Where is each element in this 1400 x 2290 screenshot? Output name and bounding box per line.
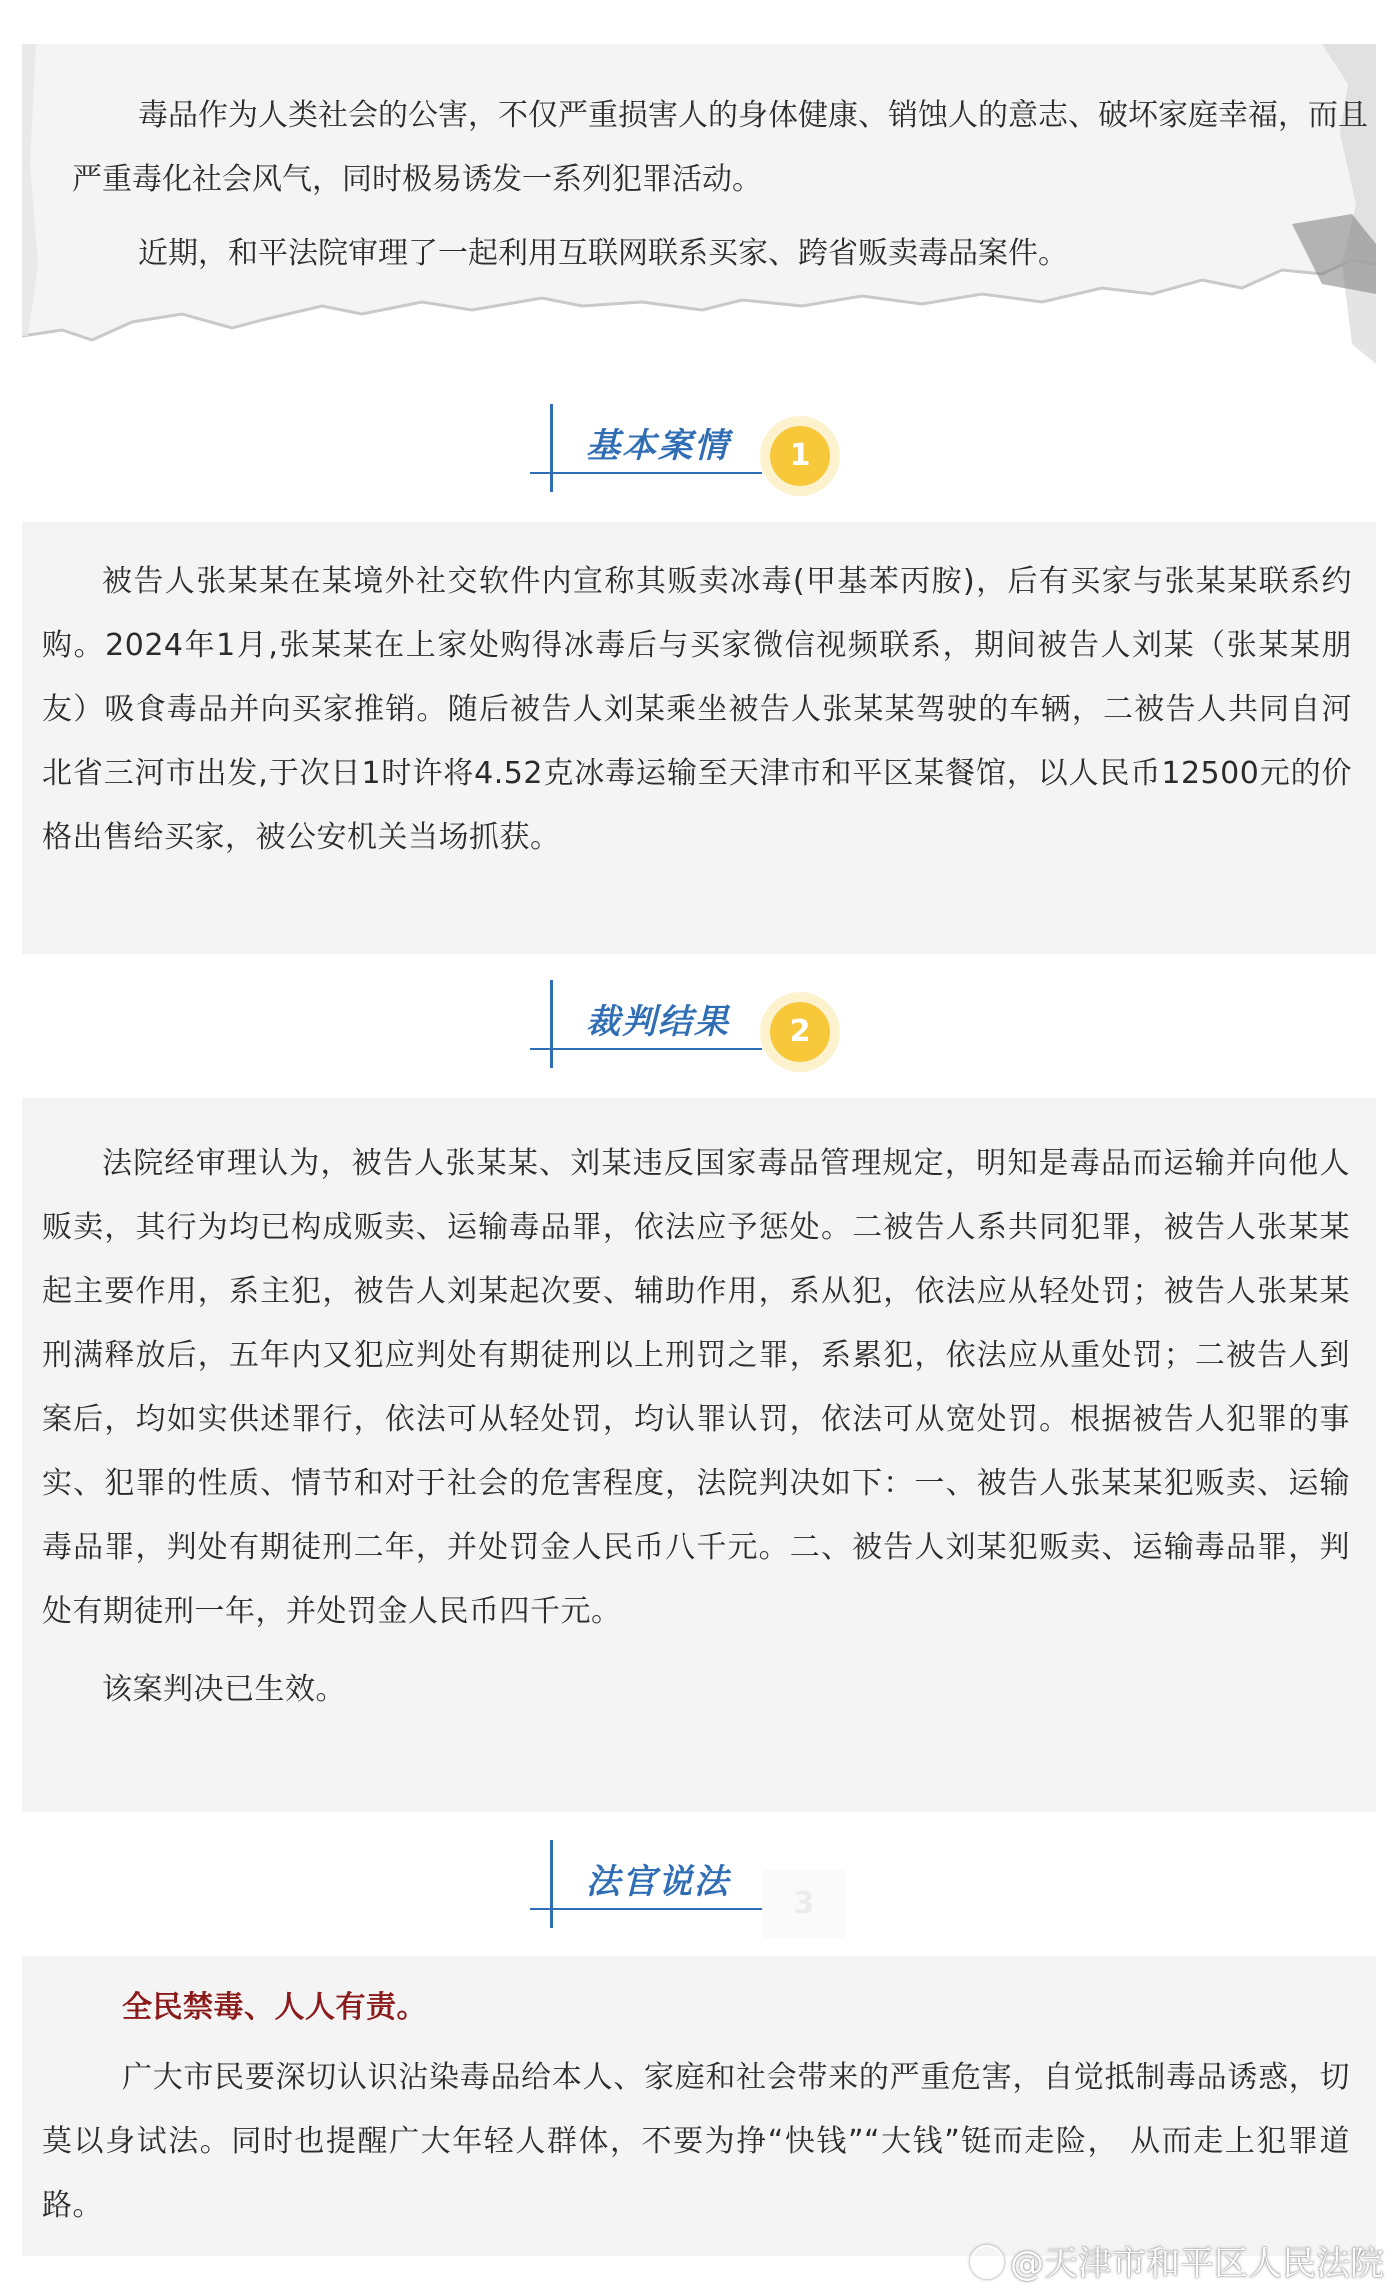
- intro-paragraph: 毒品作为人类社会的公害，不仅严重损害人的身体健康、销蚀人的意志、破坏家庭幸福，而且严重毒化社会风气，同时极易诱发一系列犯罪活动。: [72, 98, 1368, 197]
- section-heading-judgment: [530, 980, 870, 1080]
- emphasis-slogan: 全民禁毒、人人有责。: [122, 1990, 427, 2025]
- weibo-logo-icon: [970, 2245, 1004, 2279]
- section-heading-basic-facts: [530, 404, 870, 504]
- intro-card: [22, 44, 1376, 364]
- intro-paragraph: 近期，和平法院审理了一起利用互联网联系买家、跨省贩卖毒品案件。: [138, 236, 1068, 271]
- source-watermark: [970, 2236, 1384, 2285]
- judge-says-box: [22, 1956, 1376, 2256]
- judgment-effective-note: 该案判决已生效。: [102, 1672, 346, 1707]
- watermark-text: @天津市和平区人民法院: [1010, 2244, 1384, 2284]
- section-number-badge: 1: [770, 426, 830, 486]
- section-number-badge: 2: [770, 1002, 830, 1062]
- section-number-badge: 3: [762, 1870, 846, 1938]
- heading-vertical-line: [550, 980, 553, 1068]
- heading-horizontal-line: [530, 1908, 762, 1910]
- section-heading-judge-says: [530, 1840, 870, 1940]
- judgment-paragraph: 法院经审理认为，被告人张某某、刘某违反国家毒品管理规定，明知是毒品而运输并向他人贩卖，其行为均已构成贩卖、运输毒品罪，依法应予惩处。二被告人系共同犯罪，被告人张某某起主要作用，系主犯，被告人刘某起次要、辅助作用，系从犯，依法应从轻处罚；被告人张某某刑满释放后，五年内又犯应判处有期徒刑以上刑罚之罪，系累犯，依法应从重处罚；二被告人到案后，均如实供述罪行，依法可从轻处罚，均认罪认罚，依法可从宽处罚。根据被告人犯罪的事实、犯罪的性质、情节和对于社会的危害程度，法院判决如下：一、被告人张某某犯贩卖、运输毒品罪，判处有期徒刑二年，并处罚金人民币八千元。二、被告人刘某犯贩卖、运输毒品罪，判处有期徒刑一年，并处罚金人民币四千元。: [42, 1146, 1350, 1629]
- case-facts-paragraph: 被告人张某某在某境外社交软件内宣称其贩卖冰毒(甲基苯丙胺)，后有买家与张某某联系约购。2024年1月,张某某在上家处购得冰毒后与买家微信视频联系，期间被告人刘某（张某某朋友）吸食毒品并向买家推销。随后被告人刘某乘坐被告人张某某驾驶的车辆，二被告人共同自河北省三河市出发,于次日1时许将4.52克冰毒运输至天津市和平区某餐馆，以人民币12500元的价格出售给买家，被公安机关当场抓获。: [42, 564, 1352, 855]
- judgment-box: [22, 1098, 1376, 1812]
- section-title: 裁判结果: [586, 1002, 730, 1042]
- heading-horizontal-line: [530, 472, 762, 474]
- heading-vertical-line: [550, 1840, 553, 1928]
- section-title: 基本案情: [586, 426, 730, 466]
- judge-says-paragraph: 广大市民要深切认识沾染毒品给本人、家庭和社会带来的严重危害，自觉抵制毒品诱惑，切莫以身试法。同时也提醒广大年轻人群体，不要为挣“快钱”“大钱”铤而走险， 从而走上犯罪道路。: [42, 2060, 1350, 2223]
- section-title: 法官说法: [586, 1862, 730, 1902]
- heading-vertical-line: [550, 404, 553, 492]
- heading-horizontal-line: [530, 1048, 762, 1050]
- intro-text: [72, 84, 1372, 296]
- case-facts-box: [22, 522, 1376, 954]
